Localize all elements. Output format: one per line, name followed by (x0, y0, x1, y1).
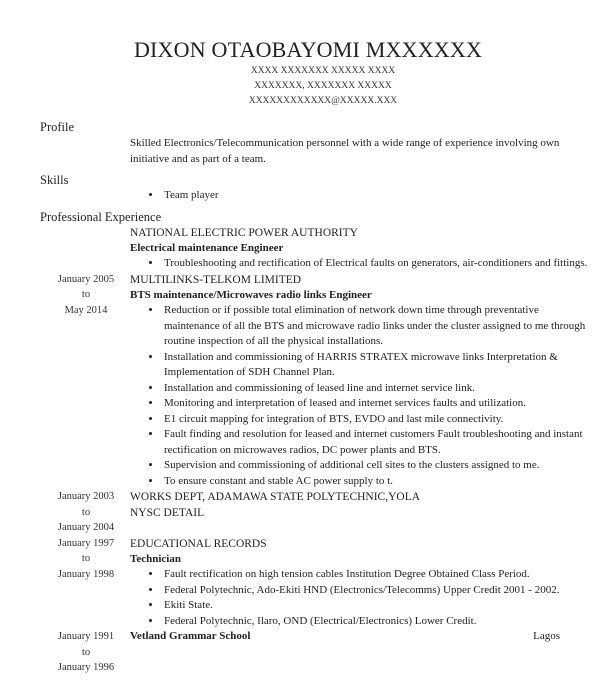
job-bullet: • Reduction or if possible total elimination of network down time through preventative maintenance of all the BTS and microwave radio links under the cluster assigned to me through routine inspection of all the physical installations. (162, 303, 590, 350)
date-end: May 2014 (64, 304, 108, 316)
job-org: EDUCATIONAL RECORDS (130, 537, 267, 550)
date-start: January 1997 (57, 537, 115, 549)
job-title: Technician (130, 552, 181, 565)
job-entry (0, 225, 616, 272)
job-entry (0, 536, 616, 630)
job-bullet: • Fault rectification on high tension cables Institution Degree Obtained Class Period. (162, 567, 590, 583)
date-to: to (81, 506, 91, 518)
date-start: January 1991 (57, 631, 115, 642)
job-entry (0, 272, 616, 490)
job-bullet: • E1 circuit mapping for integration of BTS, EVDO and last mile connectivity. (162, 412, 590, 428)
job-bullet: • To ensure constant and stable AC power supply to t. (162, 474, 590, 490)
job-entry (0, 629, 616, 676)
job-bullet: • Ekiti State. (162, 598, 590, 614)
job-title: NYSC DETAIL (130, 507, 205, 519)
job-title: Electrical maintenance Engineer (130, 241, 284, 254)
date-to: to (81, 553, 91, 564)
candidate-name: DIXON OTAOBAYOMI MXXXXXX (133, 37, 483, 62)
contact-address-1: XXXX XXXXXXX XXXXX XXXX (250, 66, 396, 76)
school-name: Vetland Grammar School (130, 630, 251, 642)
date-start: January 2003 (57, 491, 115, 502)
skill-item: • Team player (162, 188, 590, 204)
job-entry (0, 489, 616, 536)
date-end: January 2004 (57, 522, 115, 533)
skills-list (130, 188, 590, 204)
job-org: MULTILINKS-TELKOM LIMITED (130, 273, 302, 286)
date-to: to (81, 646, 91, 658)
experience-heading: Professional Experience (40, 209, 162, 224)
job-bullet: • Federal Polytechnic, Ado-Ekiti HND (Electronics/Telecomms) Upper Credit 2001 - 2002. (162, 583, 590, 599)
job-bullet: • Monitoring and interpretation of leased and internet services faults and utilization. (162, 396, 590, 412)
date-start: January 2005 (57, 273, 115, 285)
date-end: January 1996 (57, 662, 115, 673)
job-bullet: • Fault finding and resolution for leased and internet customers Fault troubleshooting and instant rectification on microwaves radios, DC power plants and BTS. (162, 427, 590, 458)
contact-address-2: XXXXXXX, XXXXXXX XXXXX (254, 81, 392, 91)
job-bullet: • Supervision and commissioning of additional cell sites to the clusters assigned to me. (162, 458, 590, 474)
job-title: BTS maintenance/Microwaves radio links Engineer (130, 288, 372, 301)
contact-email: XXXXXXXXXXXX@XXXXX.XXX (248, 96, 398, 106)
job-bullet: • Installation and commissioning of leased line and internet service link. (162, 381, 590, 397)
profile-heading: Profile (40, 120, 75, 134)
job-org: NATIONAL ELECTRIC POWER AUTHORITY (130, 226, 358, 239)
skills-heading: Skills (40, 173, 69, 187)
job-bullet: • Installation and commissioning of HARRIS STRATEX microwave links Interpretation & Implementation of SDH Channel Plan. (162, 350, 590, 381)
job-bullet: • Troubleshooting and rectification of Electrical faults on generators, air-conditioners and fittings. (162, 256, 590, 272)
school-location: Lagos (533, 630, 560, 642)
job-bullet: • Federal Polytechnic, Ilaro, OND (Electrical/Electronics) Lower Credit. (162, 614, 590, 630)
profile-text: Skilled Electronics/Telecommunication personnel with a wide range of experience involving own initiative and as part of a team. (130, 137, 560, 165)
job-org: WORKS DEPT, ADAMAWA STATE POLYTECHNIC,YOLA (130, 491, 421, 503)
date-end: January 1998 (57, 568, 115, 580)
date-to: to (81, 289, 91, 300)
